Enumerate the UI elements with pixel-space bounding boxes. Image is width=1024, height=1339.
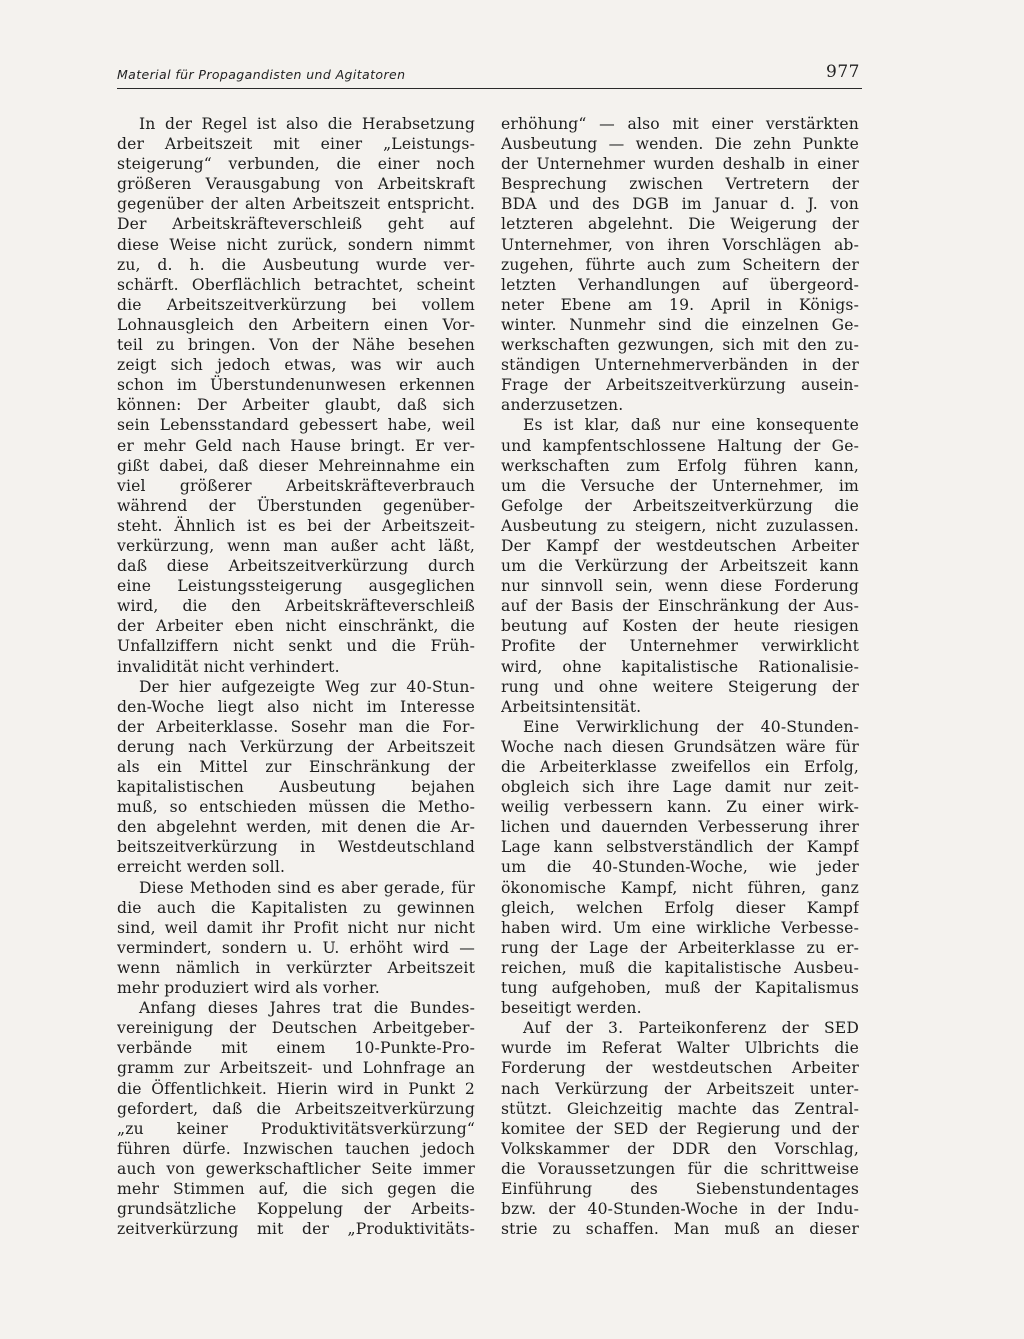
text-line: diese Weise nicht zurück, sondern nimmt [117, 235, 475, 254]
text-line: können: Der Arbeiter glaubt, daß sich [117, 396, 475, 415]
text-line: um die Versuche der Unternehmer, im [501, 476, 859, 495]
text-line: mehr Stimmen auf, die sich gegen die [117, 1179, 475, 1198]
text-line: gefordert, daß die Arbeitszeitverkürzung [117, 1099, 475, 1118]
text-line: gegenüber der alten Arbeitszeit entspricht. [117, 195, 475, 214]
text-line: er mehr Geld nach Hause bringt. Er ver- [117, 436, 475, 455]
text-line: invalidität nicht verhindert. [117, 657, 340, 676]
text-line: ökonomische Kampf, nicht führen, ganz [501, 878, 859, 897]
text-line: zeigt sich jedoch etwas, was wir auch [117, 356, 475, 375]
text-line: gramm zur Arbeitszeit- und Lohnfrage an [117, 1059, 475, 1078]
text-line: muß, so entschieden müssen die Metho- [117, 798, 475, 817]
text-line: Es ist klar, daß nur eine konsequente [523, 416, 859, 435]
text-line: nach Verkürzung der Arbeitszeit unter- [501, 1079, 859, 1098]
text-line: der Unternehmer wurden deshalb in einer [501, 155, 859, 174]
running-header [117, 62, 862, 89]
text-line: rung und ohne weitere Steigerung der [501, 677, 859, 696]
text-line: Profite der Unternehmer verwirklicht [501, 637, 859, 656]
text-line: reichen, muß die kapitalistische Ausbeu- [501, 958, 859, 977]
text-line: wurde im Referat Walter Ulbrichts die [501, 1039, 859, 1058]
text-line: verkürzung, wenn man außer acht läßt, [117, 536, 475, 555]
text-column-left [117, 114, 475, 1239]
text-line: erreicht werden soll. [117, 858, 286, 877]
text-line: beutung auf Kosten der heute riesigen [501, 617, 859, 636]
text-line: den abgelehnt werden, mit denen die Ar- [117, 818, 475, 837]
text-line: beseitigt werden. [501, 999, 642, 1018]
text-line: der Arbeiter eben nicht einschränkt, die [117, 617, 475, 636]
text-line: viel größerer Arbeitskräfteverbrauch [117, 476, 475, 495]
text-line: um die Verkürzung der Arbeitszeit kann [501, 557, 859, 576]
text-line: „zu keiner Produktivitätsverkürzung“ [117, 1119, 475, 1138]
text-line: letzten Verhandlungen auf übergeord- [501, 275, 859, 294]
text-line: Ausbeutung — wenden. Die zehn Punkte [501, 135, 859, 154]
text-line: wird, ohne kapitalistische Rationalisie- [501, 657, 859, 676]
text-line: sind, weil damit ihr Profit nicht nur nicht [117, 918, 475, 937]
text-line: beitszeitverkürzung in Westdeutschland [117, 838, 475, 857]
text-line: Gefolge der Arbeitszeitverkürzung die [501, 496, 859, 515]
text-line: obgleich sich ihre Lage damit nur zeit- [501, 778, 859, 797]
text-line: Einführung des Siebenstundentages [501, 1179, 859, 1198]
text-line: den-Woche liegt also nicht im Interesse [117, 697, 475, 716]
text-line: steigerung“ verbunden, die einer noch [117, 155, 475, 174]
text-line: neter Ebene am 19. April in Königs- [501, 295, 859, 314]
text-line: tung aufgehoben, muß der Kapitalismus [501, 979, 859, 998]
text-line: Der hier aufgezeigte Weg zur 40-Stun- [139, 677, 475, 696]
text-line: stützt. Gleichzeitig machte das Zentral- [501, 1099, 859, 1118]
text-line: Volkskammer der DDR den Vorschlag, [501, 1139, 859, 1158]
text-line: Eine Verwirklichung der 40-Stunden- [523, 717, 859, 736]
text-line: Unternehmer, von ihren Vorschlägen ab- [501, 235, 859, 254]
running-title: Material für Propagandisten und Agitatoren [117, 67, 406, 82]
text-line: winter. Nunmehr sind die einzelnen Ge- [501, 315, 859, 334]
text-line: teil zu bringen. Von der Nähe besehen [117, 336, 475, 355]
text-line: wenn nämlich in verkürzter Arbeitszeit [117, 958, 475, 977]
text-line: grundsätzliche Koppelung der Arbeits- [117, 1200, 475, 1219]
text-line: wird, die den Arbeitskräfteverschleiß [117, 597, 475, 616]
text-line: Besprechung zwischen Vertretern der [501, 175, 859, 194]
text-line: rung der Lage der Arbeiterklasse zu er- [501, 938, 859, 957]
text-line: vereinigung der Deutschen Arbeitgeber- [117, 1019, 475, 1038]
text-line: Lage kann selbstverständlich der Kampf [501, 838, 859, 857]
text-line: der Arbeiterklasse. Sosehr man die For- [117, 717, 475, 736]
text-line: strie zu schaffen. Man muß an dieser [501, 1220, 859, 1239]
page-number: 977 [826, 62, 860, 82]
text-line: größeren Verausgabung von Arbeitskraft [117, 175, 475, 194]
text-line: nur sinnvoll sein, wenn diese Forderung [501, 577, 859, 596]
text-line: daß diese Arbeitszeitverkürzung durch [117, 557, 475, 576]
text-line: BDA und des DGB im Januar d. J. von [501, 195, 859, 214]
text-line: werkschaften zum Erfolg führen kann, [501, 456, 859, 475]
text-line: anderzusetzen. [501, 396, 624, 415]
text-line: weilig verbessern kann. Zu einer wirk- [501, 798, 859, 817]
text-line: eine Leistungssteigerung ausgeglichen [117, 577, 475, 596]
text-line: kapitalistischen Ausbeutung bejahen [117, 778, 475, 797]
text-column-right [501, 114, 859, 1239]
text-line: Lohnausgleich den Arbeitern einen Vor- [117, 315, 475, 334]
text-line: um die 40-Stunden-Woche, wie jeder [501, 858, 859, 877]
text-line: gleich, welchen Erfolg dieser Kampf [501, 898, 859, 917]
text-line: zugehen, führte auch zum Scheitern der [501, 255, 859, 274]
text-line: derung nach Verkürzung der Arbeitszeit [117, 737, 475, 756]
text-line: und kampfentschlossene Haltung der Ge- [501, 436, 859, 455]
text-line: auf der Basis der Einschränkung der Aus- [501, 597, 859, 616]
text-line: Anfang dieses Jahres trat die Bundes- [139, 999, 475, 1018]
text-line: der Arbeitszeit mit einer „Leistungs- [117, 135, 475, 154]
text-line: die Arbeitszeitverkürzung bei vollem [117, 295, 475, 314]
text-line: Woche nach diesen Grundsätzen wäre für [501, 737, 859, 756]
text-line: ständigen Unternehmerverbänden in der [501, 356, 859, 375]
text-line: In der Regel ist also die Herabsetzung [139, 115, 475, 133]
text-line: komitee der SED der Regierung und der [501, 1119, 859, 1138]
text-line: lichen und dauernden Verbesserung ihrer [501, 818, 859, 837]
text-line: die Öffentlichkeit. Hierin wird in Punkt 2 [117, 1079, 475, 1098]
text-line: die Voraussetzungen für die schrittweise [501, 1159, 859, 1178]
text-line: bzw. der 40-Stunden-Woche in der Indu- [501, 1200, 859, 1219]
text-line: Diese Methoden sind es aber gerade, für [139, 878, 475, 897]
text-line: zeitverkürzung mit der „Produktivitäts- [117, 1220, 475, 1239]
text-line: letzteren abgelehnt. Die Weigerung der [501, 215, 859, 234]
text-line: schärft. Oberflächlich betrachtet, scheint [117, 275, 475, 294]
text-line: werkschaften gezwungen, sich mit den zu- [501, 336, 859, 355]
text-line: führen dürfe. Inzwischen tauchen jedoch [117, 1139, 475, 1158]
text-line: Frage der Arbeitszeitverkürzung ausein- [501, 376, 859, 395]
text-line: Forderung der westdeutschen Arbeiter [501, 1059, 859, 1078]
text-line: sein Lebensstandard gebessert habe, weil [117, 416, 475, 435]
text-line: Der Kampf der westdeutschen Arbeiter [501, 536, 859, 555]
text-line: Unfallziffern nicht senkt und die Früh- [117, 637, 475, 656]
text-line: Ausbeutung zu steigern, nicht zuzulassen. [501, 516, 859, 535]
text-line: haben wird. Um eine wirkliche Verbesse- [501, 918, 859, 937]
text-line: während der Überstunden gegenüber- [117, 496, 475, 515]
text-line: als ein Mittel zur Einschränkung der [117, 758, 475, 776]
text-line: steht. Ähnlich ist es bei der Arbeitszeit- [117, 516, 475, 535]
text-line: Arbeitsintensität. [501, 697, 642, 716]
text-line: gißt dabei, daß dieser Mehreinnahme ein [117, 456, 475, 475]
text-line: auch von gewerkschaftlicher Seite immer [117, 1159, 475, 1178]
text-line: zu, d. h. die Ausbeutung wurde ver- [117, 255, 475, 274]
text-line: Der Arbeitskräfteverschleiß geht auf [117, 215, 475, 234]
text-line: die Arbeiterklasse zweifellos ein Erfolg, [501, 758, 859, 776]
text-line: verbände mit einem 10-Punkte-Pro- [117, 1039, 475, 1058]
text-line: mehr produziert wird als vorher. [117, 979, 380, 998]
text-line: erhöhung“ — also mit einer verstärkten [501, 115, 859, 133]
text-line: schon im Überstundenunwesen erkennen [117, 376, 475, 395]
text-line: Auf der 3. Parteikonferenz der SED [523, 1019, 859, 1038]
text-line: vermindert, sondern u. U. erhöht wird — [117, 938, 475, 957]
text-line: die auch die Kapitalisten zu gewinnen [117, 898, 475, 917]
